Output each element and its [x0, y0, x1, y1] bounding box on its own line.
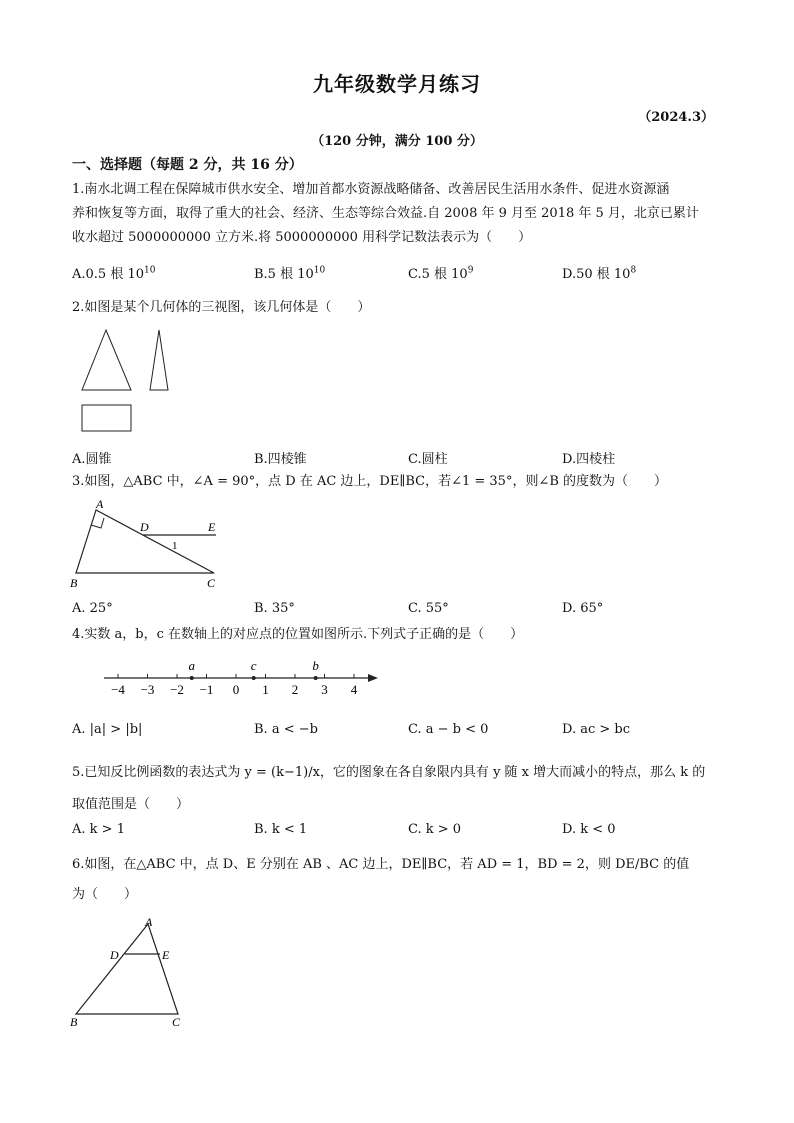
point-a — [190, 676, 194, 680]
number-line-figure — [100, 654, 390, 700]
label-a: A — [96, 498, 104, 511]
exponent: 9 — [467, 265, 474, 276]
axis-arrow — [368, 674, 378, 682]
label-c: C — [207, 576, 216, 590]
q4-option-d[interactable]: D. ac > bc — [562, 722, 631, 737]
q3-option-a[interactable]: A. 25° — [72, 601, 113, 616]
q2-option-c[interactable]: C.圆柱 — [408, 452, 448, 467]
point-b — [314, 676, 318, 680]
triangle-figure-q6 — [68, 914, 198, 1032]
axis-tick-label: 0 — [232, 682, 240, 697]
label-d: D — [110, 948, 119, 962]
question-line: 养和恢复等方面，取得了重大的社会、经济、生态等综合效益.自 2008 年 9 月至 2018 年 5 月，北京已累计 — [72, 206, 699, 221]
axis-tick-label: 4 — [350, 682, 358, 697]
label-c: C — [172, 1015, 181, 1029]
q2-option-a[interactable]: A.圆锥 — [72, 452, 112, 467]
question-3: 3.如图，△ABC 中，∠A = 90°，点 D 在 AC 边上，DE∥BC，若∠1 = 35°，则∠B 的度数为（ ） — [72, 474, 668, 489]
axis-tick-label: −1 — [199, 682, 214, 697]
q1-option-a[interactable] — [72, 263, 155, 282]
label-e: E — [162, 948, 170, 962]
point-label-c: c — [250, 658, 257, 673]
axis-tick-label: 3 — [321, 682, 328, 697]
q5-option-c[interactable]: C. k > 0 — [408, 822, 462, 837]
question-4: 4.实数 a，b，c 在数轴上的对应点的位置如图所示.下列式子正确的是（ ） — [72, 627, 524, 642]
exponent: 8 — [630, 265, 637, 276]
triangle-figure-q3 — [68, 498, 228, 590]
exam-subtitle: （120 分钟，满分 100 分） — [311, 134, 483, 149]
side-view-triangle — [150, 330, 168, 390]
exponent: 10 — [144, 265, 156, 276]
axis-tick-label: −3 — [140, 682, 155, 697]
q1-option-c[interactable] — [408, 263, 473, 282]
q1-option-d[interactable] — [562, 263, 636, 282]
page-title: 九年级数学月练习 — [313, 72, 481, 96]
q3-option-b[interactable]: B. 35° — [254, 601, 295, 616]
label-d: D — [140, 520, 149, 534]
q4-option-a[interactable]: A. |a| > |b| — [72, 722, 143, 737]
option-text: D.50 根 10 — [562, 267, 631, 282]
label-e: E — [208, 520, 216, 534]
triangle-abc — [76, 924, 178, 1014]
point-label-a: a — [188, 658, 195, 673]
axis-tick-label: 2 — [291, 682, 299, 697]
question-line: 收水超过 5000000000 立方米.将 5000000000 用科学记数法表示为（ ） — [72, 230, 532, 245]
axis-tick-label: −2 — [170, 682, 184, 697]
option-text: C.5 根 10 — [408, 267, 468, 282]
q4-option-b[interactable]: B. a < −b — [254, 722, 318, 737]
question-line: 5.已知反比例函数的表达式为 y = (k−1)/x，它的图象在各自象限内具有 y 随 x 增大而减小的特点，那么 k 的 — [72, 765, 706, 780]
label-a: A — [145, 915, 153, 929]
point-c — [252, 676, 256, 680]
question-line: 6.如图，在△ABC 中，点 D、E 分别在 AB 、AC 边上，DE∥BC，若 AD = 1，BD = 2，则 DE/BC 的值 — [72, 857, 690, 872]
top-view-rectangle — [82, 405, 131, 431]
exam-date: （2024.3） — [638, 110, 714, 125]
question-1 — [72, 178, 722, 250]
label-b: B — [70, 576, 78, 590]
q1-option-b[interactable] — [254, 263, 325, 282]
question-6 — [72, 853, 722, 907]
question-line: 取值范围是（ ） — [72, 797, 190, 812]
q5-option-a[interactable]: A. k > 1 — [72, 822, 125, 837]
front-view-triangle — [82, 330, 131, 390]
axis-tick-label: 1 — [262, 682, 269, 697]
label-angle-1: 1 — [172, 540, 178, 552]
question-line: 为（ ） — [72, 887, 138, 902]
q3-option-c[interactable]: C. 55° — [408, 601, 449, 616]
three-view-figure — [78, 326, 188, 436]
axis-tick-label: −4 — [111, 682, 125, 697]
question-line: 1.南水北调工程在保障城市供水安全、增加首都水资源战略储备、改善居民生活用水条件、促进水资源涵 — [72, 182, 670, 197]
section-heading: 一、选择题（每题 2 分，共 16 分） — [72, 157, 303, 173]
exponent: 10 — [313, 265, 326, 276]
option-text: B.5 根 10 — [254, 267, 314, 282]
option-text: A.0.5 根 10 — [72, 267, 145, 282]
question-5 — [72, 761, 722, 817]
q2-option-b[interactable]: B.四棱锥 — [254, 452, 307, 467]
point-label-b: b — [312, 658, 319, 673]
q3-option-d[interactable]: D. 65° — [562, 601, 604, 616]
question-2: 2.如图是某个几何体的三视图，该几何体是（ ） — [72, 300, 371, 315]
label-b: B — [70, 1015, 78, 1029]
q2-option-d[interactable]: D.四棱柱 — [562, 452, 616, 467]
q5-option-b[interactable]: B. k < 1 — [254, 822, 308, 837]
q4-option-c[interactable]: C. a − b < 0 — [408, 722, 489, 737]
q5-option-d[interactable]: D. k < 0 — [562, 822, 616, 837]
